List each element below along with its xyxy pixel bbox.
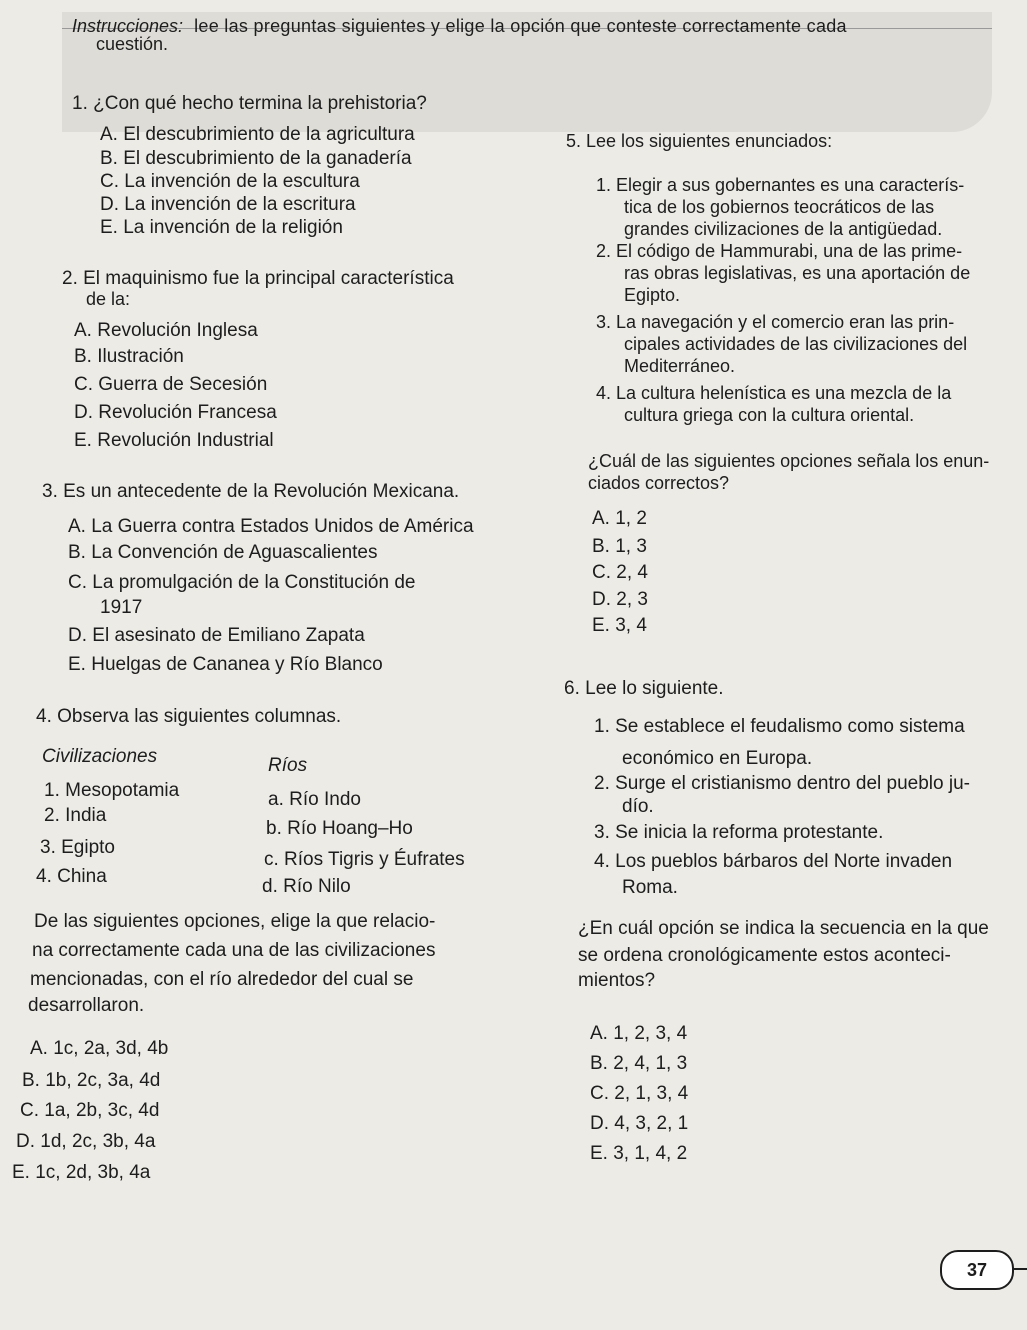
q3-option-d[interactable]: D. El asesinato de Emiliano Zapata — [68, 625, 365, 646]
page-number-text: 37 — [966, 1259, 988, 1280]
q4-prompt-line2: na correctamente cada una de las civilizaciones — [32, 940, 436, 961]
q5-prompt-line1: ¿Cuál de las siguientes opciones señala los enun- — [588, 451, 990, 471]
q5-statement-3b: cipales actividades de las civilizaciones del — [624, 334, 968, 354]
q6-statement-2a: 2. Surge el cristianismo dentro del pueblo ju- — [594, 773, 970, 794]
q4-civ-1: 1. Mesopotamia — [44, 780, 180, 801]
q6-prompt-line1: ¿En cuál opción se indica la secuencia en la que — [578, 918, 989, 939]
q4-civ-3: 3. Egipto — [40, 837, 115, 858]
q5-statement-4b: cultura griega con la cultura oriental. — [624, 405, 915, 425]
q5-statement-1b: tica de los gobiernos teocráticos de las — [624, 197, 935, 217]
q4-col-header-rivers: Ríos — [268, 755, 308, 776]
q6-statement-1b: económico en Europa. — [622, 748, 813, 769]
q5-option-c[interactable]: C. 2, 4 — [592, 562, 648, 583]
q1-option-a[interactable]: A. El descubrimiento de la agricultura — [100, 124, 415, 145]
q3-option-c-cont: 1917 — [100, 597, 143, 618]
q4-prompt-line3: mencionadas, con el río alrededor del cual se — [30, 969, 414, 990]
q4-river-a: a. Río Indo — [268, 789, 361, 810]
q5-option-a[interactable]: A. 1, 2 — [592, 508, 647, 529]
q6-prompt-line3: mientos? — [578, 970, 656, 991]
instructions-cont: cuestión. — [96, 34, 169, 54]
q5-statement-1c: grandes civilizaciones de la antigüedad. — [624, 219, 943, 239]
instructions-prefix: Instrucciones: — [72, 16, 184, 36]
q3-option-c[interactable]: C. La promulgación de la Constitución de — [68, 572, 416, 593]
q3-option-a[interactable]: A. La Guerra contra Estados Unidos de América — [68, 516, 474, 537]
q4-option-a[interactable]: A. 1c, 2a, 3d, 4b — [30, 1038, 169, 1059]
q2-option-e[interactable]: E. Revolución Industrial — [74, 430, 274, 451]
q2-option-a[interactable]: A. Revolución Inglesa — [74, 320, 258, 341]
q1-option-d[interactable]: D. La invención de la escritura — [100, 194, 356, 215]
q5-option-e[interactable]: E. 3, 4 — [592, 615, 647, 636]
q5-prompt-line2: ciados correctos? — [588, 473, 730, 493]
q5-option-d[interactable]: D. 2, 3 — [592, 589, 648, 610]
q2-stem-line2: de la: — [86, 289, 131, 309]
q5-option-b[interactable]: B. 1, 3 — [592, 536, 647, 557]
q2-option-c[interactable]: C. Guerra de Secesión — [74, 374, 268, 395]
q6-option-d[interactable]: D. 4, 3, 2, 1 — [590, 1113, 689, 1134]
q4-civ-2: 2. India — [44, 805, 107, 826]
q1-option-c[interactable]: C. La invención de la escultura — [100, 171, 360, 192]
q4-civ-4: 4. China — [36, 866, 107, 887]
q4-river-c: c. Ríos Tigris y Éufrates — [264, 849, 465, 870]
q4-stem: 4. Observa las siguientes columnas. — [36, 706, 342, 727]
q6-statement-1a: 1. Se establece el feudalismo como sistema — [594, 716, 965, 737]
q5-statement-1a: 1. Elegir a sus gobernantes es una caracterís- — [596, 175, 965, 195]
q4-option-e[interactable]: E. 1c, 2d, 3b, 4a — [12, 1162, 151, 1183]
q6-stem: 6. Lee lo siguiente. — [564, 678, 724, 699]
q1-stem: 1. ¿Con qué hecho termina la prehistoria? — [72, 93, 427, 114]
q5-statement-4a: 4. La cultura helenística es una mezcla de la — [596, 383, 952, 403]
q6-option-e[interactable]: E. 3, 1, 4, 2 — [590, 1143, 688, 1164]
page-number-tail — [1012, 1268, 1027, 1270]
q4-river-b: b. Río Hoang–Ho — [266, 818, 413, 839]
q6-statement-2b: dío. — [622, 796, 654, 817]
q4-prompt-line4: desarrollaron. — [28, 995, 145, 1016]
q5-statement-3a: 3. La navegación y el comercio eran las prin- — [596, 312, 955, 332]
page-number — [940, 1250, 1014, 1290]
q6-option-c[interactable]: C. 2, 1, 3, 4 — [590, 1083, 689, 1104]
q4-river-d: d. Río Nilo — [262, 876, 351, 897]
q4-col-header-civs: Civilizaciones — [42, 746, 158, 767]
q5-statement-3c: Mediterráneo. — [624, 356, 736, 376]
q1-option-e[interactable]: E. La invención de la religión — [100, 217, 343, 238]
q4-option-c[interactable]: C. 1a, 2b, 3c, 4d — [20, 1100, 160, 1121]
q3-stem: 3. Es un antecedente de la Revolución Mexicana. — [42, 481, 460, 502]
q3-option-e[interactable]: E. Huelgas de Cananea y Río Blanco — [68, 654, 383, 675]
q6-option-b[interactable]: B. 2, 4, 1, 3 — [590, 1053, 688, 1074]
q6-option-a[interactable]: A. 1, 2, 3, 4 — [590, 1023, 688, 1044]
instructions-line — [72, 16, 847, 37]
q2-option-d[interactable]: D. Revolución Francesa — [74, 402, 277, 423]
q5-statement-2b: ras obras legislativas, es una aportación de — [624, 263, 971, 283]
q6-statement-4a: 4. Los pueblos bárbaros del Norte invaden — [594, 851, 953, 872]
q5-statement-2c: Egipto. — [624, 285, 681, 305]
q6-statement-3: 3. Se inicia la reforma protestante. — [594, 822, 884, 843]
q3-option-b[interactable]: B. La Convención de Aguascalientes — [68, 542, 378, 563]
q1-option-b[interactable]: B. El descubrimiento de la ganadería — [100, 148, 412, 169]
q6-prompt-line2: se ordena cronológicamente estos aconteci- — [578, 945, 951, 966]
q2-stem-line1: 2. El maquinismo fue la principal característica — [62, 268, 454, 289]
q5-stem: 5. Lee los siguientes enunciados: — [566, 131, 833, 151]
q4-prompt-line1: De las siguientes opciones, elige la que relacio- — [34, 911, 436, 932]
q4-option-d[interactable]: D. 1d, 2c, 3b, 4a — [16, 1131, 156, 1152]
q2-option-b[interactable]: B. Ilustración — [74, 346, 184, 367]
q6-statement-4b: Roma. — [622, 877, 678, 898]
instructions-text: lee las preguntas siguientes y elige la opción que conteste correctamente cada — [194, 16, 847, 36]
q5-statement-2a: 2. El código de Hammurabi, una de las prime- — [596, 241, 963, 261]
q4-option-b[interactable]: B. 1b, 2c, 3a, 4d — [22, 1070, 161, 1091]
